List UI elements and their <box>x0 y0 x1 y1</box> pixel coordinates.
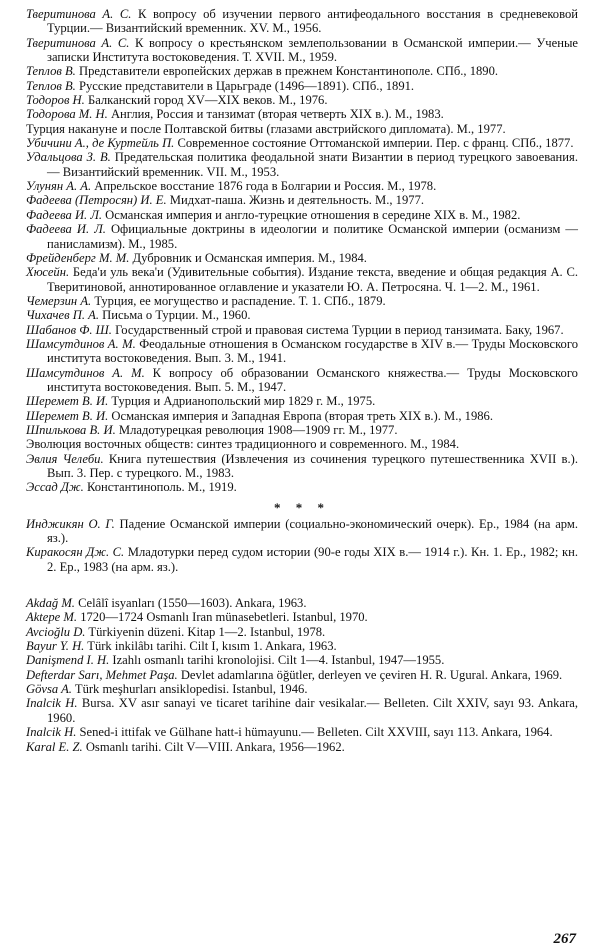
entry-text: Турция и Адрианопольский мир 1829 г. М., 1975. <box>108 394 376 409</box>
entry-author: Gövsa A. <box>26 682 72 697</box>
entry-text: Феодальные отношения в Османском государстве в XIV в.— Труды Московского института востоковедения. Вып. 3. М., 1941. <box>47 336 579 366</box>
entry-text: Sened-i ittifak ve Gülhane hatt-i hümayunu.— Belleten. Cilt XXVIII, sayı 113. Ankara, 1964. <box>76 725 553 740</box>
entry-text: Celâlî isyanları (1550—1603). Ankara, 1963. <box>74 596 307 611</box>
entry-text: Türk meşhurları ansiklopedisi. Istanbul, 1946. <box>71 682 308 697</box>
entry-author: Шабанов Ф. Ш. <box>26 322 112 337</box>
bibliography-entry <box>26 93 578 107</box>
entry-text: Младотурецкая революция 1908—1909 гг. М., 1977. <box>115 422 398 437</box>
section-separator: * * * <box>274 499 330 515</box>
entry-text: Письма о Турции. М., 1960. <box>98 308 251 323</box>
entry-text: Türk inkilâbı tarihi. Cilt I, kısım 1. Ankara, 1963. <box>84 639 337 654</box>
entry-author: Тодорова М. Н. <box>26 107 108 122</box>
entry-author: Defterdar Sarı, Mehmet Paşa. <box>26 667 178 682</box>
bibliography-entry <box>26 251 578 265</box>
entry-text: Апрельское восстание 1876 года в Болгарии и Россия. М., 1978. <box>91 179 437 194</box>
entry-author: Чемерзин А. <box>26 293 92 308</box>
bibliography-entry <box>26 323 578 337</box>
bibliography-entry <box>26 308 578 322</box>
bibliography-entry <box>26 79 578 93</box>
bibliography-entry <box>26 696 578 725</box>
entry-author: Чихачев П. А. <box>26 308 99 323</box>
entry-author: Удальцова З. В. <box>26 150 111 165</box>
entry-author: Bayur Y. H. <box>26 639 85 654</box>
entry-text: Англия, Россия и танзимат (вторая четверть XIX в.). М., 1983. <box>107 107 444 122</box>
entry-text: К вопросу об образовании Османского княжества.— Труды Московского института востоковедения. Вып. 5. М., 1947. <box>47 365 578 394</box>
entry-author: Karal E. Z. <box>26 739 83 754</box>
entry-author: Danişmend I. H. <box>26 653 110 668</box>
entry-author: Убичини А., де Куртейль П. <box>26 136 175 151</box>
bibliography-entry <box>26 596 578 610</box>
bibliography-entry <box>26 265 578 294</box>
entry-text: Балканский город XV—XIX веков. М., 1976. <box>84 93 328 108</box>
entry-text: Русские представители в Царьграде (1496—1891). СПб., 1891. <box>75 78 415 93</box>
bibliography-entry <box>26 625 578 639</box>
bibliography-entry <box>26 740 578 754</box>
bibliography-entry <box>26 668 578 682</box>
bibliography-entry <box>26 517 578 546</box>
entry-text: К вопросу об изучении первого антифеодального восстания в средневековой Турции.— Византийский временник. XV. М., 1956. <box>47 7 579 36</box>
bibliography-entry <box>26 394 578 408</box>
bibliography-entry <box>26 208 578 222</box>
entry-text: Османская империя и Западная Европа (вторая треть XIX в.). М., 1986. <box>108 408 494 423</box>
entry-author: Фадеева И. Л. <box>26 222 106 237</box>
bibliography-entry <box>26 682 578 696</box>
entry-text: Османская империя и англо-турецкие отношения в середине XIX в. М., 1982. <box>102 207 521 222</box>
bibliography-entry <box>26 222 578 251</box>
armenian-references <box>26 517 578 574</box>
bibliography-entry <box>26 64 578 78</box>
entry-text: Мидхат-паша. Жизнь и деятельность. М., 1977. <box>166 193 425 208</box>
entry-text: Книга путешествия (Извлечения из сочинения турецкого путешественника XVII в.). Вып. 3. Пер. с турецкого. М., 1983. <box>47 451 578 480</box>
bibliography-entry <box>26 480 578 494</box>
entry-author: Тодоров Н. <box>26 93 85 108</box>
entry-author: Эссад Дж. <box>26 480 84 495</box>
entry-author: Эвлия Челеби. <box>26 451 104 466</box>
entry-text: Современное состояние Оттоманской империи. Пер. с франц. СПб., 1877. <box>174 136 574 151</box>
bibliography-entry <box>26 107 578 121</box>
entry-text: Беда'и уль века'и (Удивительные события). Издание текста, введение и общая редакция А. С. Тверитиновой, аннотированное оглавление и указатели Ю. А. Петросяна. Ч. 1—2. М., 1961. <box>47 265 578 294</box>
bibliography-entry <box>26 179 578 193</box>
bibliography-entry <box>26 653 578 667</box>
entry-text: Предательская политика феодальной знати Византии в период турецкого завоевания.— Византийский временник. VII. М., 1953. <box>47 150 578 179</box>
bibliography-entry <box>26 725 578 739</box>
entry-author: Теплов В. <box>26 64 76 79</box>
entry-author: Улунян А. А. <box>26 179 92 194</box>
entry-author: Inalcik H. <box>26 696 78 711</box>
bibliography-entry <box>26 337 578 366</box>
bibliography-entry <box>26 193 578 207</box>
entry-text: Константинополь. М., 1919. <box>83 480 237 495</box>
page-number: 267 <box>553 931 576 947</box>
bibliography-entry <box>26 545 578 574</box>
entry-text: Izahlı osmanlı tarihi kronolojisi. Cilt 1—4. Istanbul, 1947—1955. <box>109 653 445 668</box>
entry-author: Теплов В. <box>26 78 76 93</box>
entry-text: Государственный строй и правовая система Турции в период танзимата. Баку, 1967. <box>111 322 564 337</box>
entry-text: Младотурки перед судом истории (90-е годы XIX в.— 1914 г.). Кн. 1. Ер., 1982; кн. 2. Ер., 1983 (на арм. яз.). <box>47 545 578 574</box>
russian-references <box>26 7 578 495</box>
bibliography-entry <box>26 294 578 308</box>
entry-author: Хюсейн. <box>26 265 70 280</box>
bibliography-entry <box>26 437 578 451</box>
entry-author: Шпилькова В. И. <box>26 422 116 437</box>
entry-author: Inalcik H. <box>26 725 77 740</box>
bibliography-column <box>26 7 578 754</box>
bibliography-entry <box>26 7 578 36</box>
bibliography-entry <box>26 136 578 150</box>
entry-author: Инджикян О. Г. <box>26 516 115 531</box>
entry-author: Тверитинова А. С. <box>26 7 132 21</box>
bibliography-entry <box>26 610 578 624</box>
entry-text: Devlet adamlarına öğütler, derleyen ve çeviren H. R. Ugural. Ankara, 1969. <box>177 667 563 682</box>
bibliography-entry <box>26 36 578 65</box>
turkish-references <box>26 596 578 754</box>
entry-text: Падение Османской империи (социально-экономический очерк). Ер., 1984 (на арм. яз.). <box>47 516 579 546</box>
bibliography-entry <box>26 452 578 481</box>
bibliography-entry <box>26 122 578 136</box>
entry-text: Официальные доктрины в идеологии и политике Османской империи (османизм — панисламизм). М., 1985. <box>47 222 578 251</box>
entry-author: Фрейденберг М. М. <box>26 250 130 265</box>
bibliography-entry <box>26 409 578 423</box>
entry-author: Фадеева (Петросян) И. Е. <box>26 193 167 208</box>
entry-text: Турция накануне и после Полтавской битвы (глазами австрийского дипломата). М., 1977. <box>26 121 506 136</box>
bibliography-entry <box>26 639 578 653</box>
entry-author: Avcioğlu D. <box>26 624 86 639</box>
entry-text: Эволюция восточных обществ: синтез традиционного и современного. М., 1984. <box>26 437 460 452</box>
entry-text: Дубровник и Османская империя. М., 1984. <box>129 250 367 265</box>
bibliography-entry <box>26 423 578 437</box>
entry-author: Aktepe M. <box>26 610 78 625</box>
entry-author: Akdağ M. <box>26 596 75 611</box>
entry-author: Киракосян Дж. С. <box>26 545 125 560</box>
entry-author: Шамсутдинов А. М. <box>26 365 145 380</box>
entry-author: Фадеева И. Л. <box>26 207 103 222</box>
entry-text: 1720—1724 Osmanlı Iran münasebetleri. Istanbul, 1970. <box>77 610 368 625</box>
entry-author: Тверитинова А. С. <box>26 35 130 50</box>
entry-text: Турция, ее могущество и распадение. Т. 1. СПб., 1879. <box>91 293 386 308</box>
entry-text: Bursa. XV asır sanayi ve ticaret tarihine dair vesikalar.— Belleten. Cilt XXIV, sayı 93. Ankara, 1960. <box>47 696 578 725</box>
entry-text: Представители европейских держав в прежнем Константинополе. СПб., 1890. <box>75 64 499 79</box>
entry-author: Шеремет В. И. <box>26 408 109 423</box>
entry-text: Osmanlı tarihi. Cilt V—VIII. Ankara, 1956—1962. <box>82 739 345 754</box>
entry-author: Шамсутдинов А. М. <box>26 336 136 351</box>
entry-text: К вопросу о крестьянском землепользовании в Османской империи.— Ученые записки Института востоковедения. Т. XVII. М., 1959. <box>47 35 579 65</box>
entry-text: Türkiyenin düzeni. Kitap 1—2. Istanbul, 1978. <box>85 624 326 639</box>
bibliography-entry <box>26 150 578 179</box>
bibliography-entry <box>26 366 578 395</box>
entry-author: Шеремет В. И. <box>26 394 109 409</box>
